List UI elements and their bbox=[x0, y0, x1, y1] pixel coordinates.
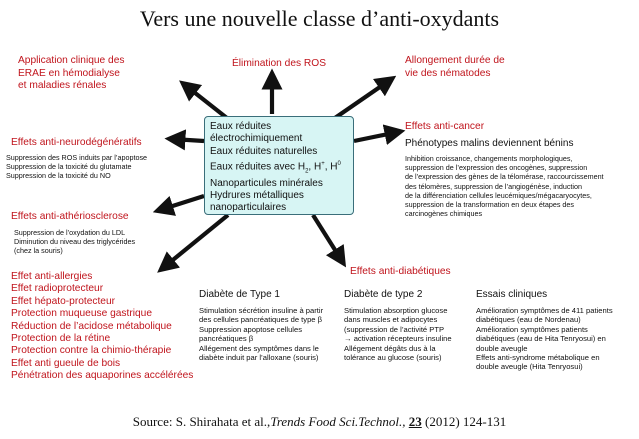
clinical-list: Amélioration symptômes de 411 patients diabétiques (eau de Nordenau) Amélioration symptômes patients diabétiques (eau de Hita Tenryosui) en double aveugle Effets anti-syndrome métabolique en double aveugle (Hita Tenryosui) bbox=[476, 306, 613, 372]
page-title: Vers une nouvelle classe d’anti-oxydants bbox=[139, 6, 500, 31]
list-item: Réduction de l’acidose métabolique bbox=[11, 320, 172, 332]
source-citation: Source: S. Shirahata et al.,Trends Food Sci.Technol., 23 (2012) 124-131 bbox=[132, 414, 507, 429]
center-line: Hydrures métalliques bbox=[210, 189, 304, 201]
list-item: Protection contre la chimio-thérapie bbox=[11, 345, 172, 357]
type2-title: Diabète de type 2 bbox=[344, 289, 423, 300]
cancer-title: Effets anti-cancer bbox=[405, 121, 485, 132]
type2-list: Stimulation absorption glucose dans muscles et adipocytes (suppression de l’activité PTP → activation récepteurs insuline Allégement dégâts dus à la tolérance au glucose (souris) bbox=[344, 306, 452, 363]
type1-title: Diabète de Type 1 bbox=[199, 289, 280, 300]
arrow-athero bbox=[160, 196, 204, 210]
list-item: Pénétration des aquaporines accélérées bbox=[11, 370, 194, 382]
cancer-list: Inhibition croissance, changements morphologiques, suppression de l’expression des oncogènes, suppression de l’expression des gènes de la télomérase, raccourcissement des télomères, suppression de l’angiogénèse, induction de la différenciation cellules leucémiques/mégacaryocytes, suppression de la transformation en deux étapes des carcinogènes chimiques bbox=[405, 154, 604, 219]
center-line: Nanoparticules minérales bbox=[210, 177, 323, 189]
list-item: Effet anti gueule de bois bbox=[11, 357, 121, 369]
list-item: Effet anti-allergies bbox=[11, 271, 93, 282]
arrow-neuro bbox=[172, 139, 204, 141]
athero-list: Suppression de l’oxydation du LDL Diminution du niveau des triglycérides (chez la souris) bbox=[14, 228, 136, 256]
list-item: Protection muqueuse gastrique bbox=[11, 308, 153, 320]
center-line: Eaux réduites naturelles bbox=[210, 145, 318, 157]
arrow-top-right bbox=[332, 80, 390, 120]
diabetes-title: Effets anti-diabétiques bbox=[350, 266, 451, 277]
center-line-hydrogen: Eaux réduites avec $H_2$, H+, $H^0$ bbox=[210, 160, 341, 175]
ros-elimination-label: Élimination des ROS bbox=[232, 58, 326, 69]
arrow-cancer bbox=[354, 132, 398, 141]
clinical-application-label: Application clinique des ERAE en hémodialyse et maladies rénales bbox=[18, 55, 125, 91]
list-item: Protection de la rétine bbox=[11, 333, 111, 345]
effects-list bbox=[11, 271, 193, 383]
center-line: électrochimiquement bbox=[210, 133, 303, 145]
neuro-title: Effets anti-neurodégénératifs bbox=[11, 137, 142, 148]
center-line: Eaux réduites bbox=[210, 121, 272, 132]
neuro-list: Suppression des ROS induits par l’apoptose Suppression de la toxicité du glutamate Suppression de la toxicité du NO bbox=[6, 153, 148, 181]
arrow-diabetes bbox=[313, 215, 342, 261]
arrow-left-list bbox=[163, 215, 228, 268]
list-item: Effet radioprotecteur bbox=[11, 283, 104, 295]
athero-title: Effets anti-athériosclerose bbox=[11, 211, 129, 222]
lifespan-label: Allongement durée de vie des nématodes bbox=[405, 55, 505, 79]
cancer-subtitle: Phénotypes malins deviennent bénins bbox=[405, 138, 574, 149]
list-item: Effet hépato-protecteur bbox=[11, 295, 116, 307]
clinical-title: Essais cliniques bbox=[476, 289, 548, 300]
center-line: nanoparticulaires bbox=[210, 202, 287, 214]
center-box bbox=[204, 116, 354, 215]
type1-list: Stimulation sécrétion insuline à partir des cellules pancréatiques de type β Suppression apoptose cellules pancréatiques β Allégement des symptômes dans le diabète induit par l’alloxane (souris) bbox=[199, 306, 324, 363]
